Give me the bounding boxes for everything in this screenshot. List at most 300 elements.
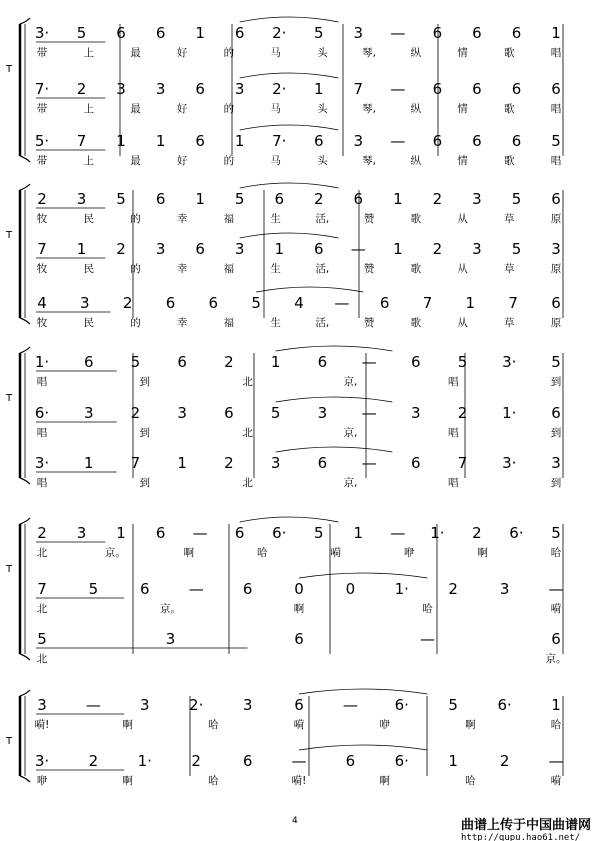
jianpu-note: 3 (165, 630, 176, 648)
watermark-url: http://qupu.hao61.net/ (460, 833, 581, 841)
jianpu-note: 6· (394, 696, 409, 714)
jianpu-note: 1· (502, 404, 517, 422)
jianpu-note: 6 (242, 752, 253, 770)
lyric-syllable: 嗬! (291, 775, 307, 787)
jianpu-note: 1· (137, 752, 152, 770)
lyric-syllable: 情 (457, 103, 468, 115)
bracket-curl-bottom (20, 318, 30, 324)
sustain-dash: — (291, 752, 307, 770)
lyric-syllable: 生 (270, 263, 281, 275)
sustain-dash: — (192, 524, 208, 542)
lyric-syllable: 从 (457, 213, 468, 225)
jianpu-note: 1 (353, 524, 364, 542)
lyric-syllable: 歌 (410, 213, 422, 225)
jianpu-note: 1 (274, 240, 285, 258)
lyric-syllable: 京。 (160, 603, 181, 615)
jianpu-note: 3 (76, 190, 87, 208)
jianpu-note: 3· (502, 454, 517, 472)
jianpu-note: 6 (411, 353, 421, 371)
lyric-syllable: 唱 (447, 376, 459, 388)
lyric-syllable: 的 (223, 155, 235, 167)
jianpu-note: 6 (511, 80, 522, 98)
slur-arc (240, 73, 339, 78)
lyric-syllable: 头 (317, 47, 328, 59)
lyric-syllable: 最 (130, 103, 141, 115)
lyric-syllable: 上 (83, 155, 94, 167)
lyric-syllable: 马 (270, 103, 281, 115)
lyric-syllable: 上 (83, 103, 94, 115)
jianpu-note: 6 (317, 454, 328, 472)
jianpu-note: 3· (34, 752, 50, 770)
score-system (5, 17, 563, 167)
sustain-dash: — (548, 752, 564, 770)
page-number: 4 (292, 816, 298, 826)
jianpu-note: 5 (37, 630, 47, 648)
jianpu-note: 1 (155, 132, 166, 150)
lyric-syllable: 嗬 (330, 547, 341, 559)
lyric-syllable: 纵 (410, 155, 422, 167)
lyric-syllable: 的 (130, 263, 141, 275)
lyric-syllable: 唱 (36, 427, 48, 439)
score-system (5, 346, 563, 489)
lyric-syllable: 到 (550, 376, 562, 388)
lyric-syllable: 的 (223, 47, 235, 59)
jianpu-note: 3 (317, 404, 328, 422)
jianpu-note: 1 (393, 240, 403, 258)
lyric-syllable: 歌 (410, 263, 422, 275)
jianpu-note: 5· (34, 132, 50, 150)
slur-arc (240, 17, 339, 22)
bracket-curl-top (20, 18, 30, 24)
bracket-curl-bottom (20, 478, 30, 484)
jianpu-note: 5 (130, 353, 141, 371)
jianpu-note: 1 (195, 190, 205, 208)
jianpu-note: 6 (195, 132, 205, 150)
voice-label-tenor: T (6, 393, 13, 404)
jianpu-note: 5 (457, 353, 468, 371)
slur-arc (299, 745, 428, 750)
lyric-syllable: 琴, (362, 103, 377, 115)
lyric-syllable: 牧 (36, 213, 48, 225)
lyric-syllable: 活, (315, 213, 330, 225)
lyric-syllable: 纵 (410, 103, 422, 115)
sustain-dash: — (420, 630, 435, 648)
jianpu-note: 6 (379, 294, 390, 312)
jianpu-note: 1 (551, 24, 561, 42)
sustain-dash: — (390, 132, 406, 150)
jianpu-note: 5 (313, 524, 324, 542)
lyric-syllable: 京。 (545, 653, 567, 665)
jianpu-note: 6 (551, 630, 561, 648)
jianpu-note: 3 (37, 696, 47, 714)
jianpu-note: 1 (76, 240, 87, 258)
jianpu-note: 1 (313, 80, 324, 98)
jianpu-note: 3 (155, 240, 166, 258)
lyric-syllable: 到 (139, 427, 151, 439)
voice-label-tenor: T (6, 736, 13, 747)
jianpu-note: 6 (208, 294, 219, 312)
lyric-syllable: 福 (223, 317, 235, 329)
voice-label-tenor: T (6, 230, 13, 241)
jianpu-note: 3 (76, 524, 87, 542)
lyric-syllable: 情 (457, 155, 468, 167)
slur-arc (299, 689, 428, 694)
sustain-dash: — (361, 404, 377, 422)
lyric-syllable: 从 (457, 317, 468, 329)
jianpu-note: 3 (177, 404, 187, 422)
lyric-syllable: 京, (343, 477, 358, 489)
slur-arc (240, 517, 339, 522)
jianpu-note: 6 (195, 80, 205, 98)
jianpu-note: 6 (472, 132, 482, 150)
jianpu-note: 6 (411, 454, 421, 472)
lyric-syllable: 嗬 (550, 603, 562, 615)
lyric-syllable: 马 (270, 155, 281, 167)
jianpu-note: 1· (394, 580, 409, 598)
lyric-syllable: 牧 (36, 317, 48, 329)
voice-label-tenor: T (6, 64, 13, 75)
lyric-syllable: 北 (36, 653, 48, 665)
lyric-syllable: 咿 (36, 775, 48, 787)
jianpu-note: 3 (551, 240, 561, 258)
jianpu-note: 6 (551, 294, 561, 312)
lyric-syllable: 哈 (208, 775, 219, 787)
lyric-syllable: 赞 (363, 263, 375, 275)
jianpu-note: 6 (155, 24, 166, 42)
lyric-syllable: 头 (317, 155, 328, 167)
jianpu-note: 2 (499, 752, 510, 770)
jianpu-note: 6 (177, 353, 187, 371)
jianpu-note: 6 (511, 24, 522, 42)
lyric-syllable: 唱 (447, 427, 459, 439)
jianpu-note: 2· (272, 80, 287, 98)
jianpu-note: 3 (472, 240, 482, 258)
slur-arc (276, 346, 393, 351)
lyric-syllable: 咿 (379, 719, 390, 731)
jianpu-note: 1 (234, 132, 245, 150)
jianpu-note: 6 (551, 404, 561, 422)
lyric-syllable: 带 (36, 47, 48, 59)
jianpu-note: 5 (313, 24, 324, 42)
lyric-syllable: 歌 (504, 155, 515, 167)
lyric-syllable: 歌 (504, 47, 515, 59)
bracket-curl-top (20, 347, 30, 353)
jianpu-note: 3 (499, 580, 510, 598)
jianpu-note: 1 (551, 696, 561, 714)
lyric-syllable: 民 (83, 213, 94, 225)
lyric-syllable: 歌 (410, 317, 422, 329)
lyric-syllable: 北 (36, 603, 48, 615)
jianpu-note: 6 (294, 630, 304, 648)
jianpu-note: 3 (140, 696, 150, 714)
lyric-syllable: 咿 (403, 547, 415, 559)
jianpu-note: 1 (83, 454, 94, 472)
jianpu-note: 1 (177, 454, 187, 472)
lyric-syllable: 原 (550, 263, 562, 275)
jianpu-note: 5 (116, 190, 126, 208)
jianpu-note: 7· (34, 80, 50, 98)
watermark-title: 曲谱上传于中国曲谱网 (460, 818, 591, 833)
jianpu-note: 2 (472, 524, 482, 542)
jianpu-note: 3 (83, 404, 94, 422)
sustain-dash: — (361, 454, 377, 472)
jianpu-note: 2 (37, 524, 47, 542)
lyric-syllable: 生 (270, 213, 281, 225)
jianpu-note: 6 (511, 132, 522, 150)
lyric-syllable: 哈 (208, 719, 219, 731)
slur-arc (240, 183, 339, 188)
lyric-syllable: 哈 (465, 775, 476, 787)
lyric-syllable: 原 (550, 317, 562, 329)
lyric-syllable: 的 (223, 103, 235, 115)
lyric-syllable: 纵 (410, 47, 422, 59)
jianpu-note: 6 (83, 353, 94, 371)
jianpu-note: 5 (270, 404, 281, 422)
jianpu-note: 6 (432, 80, 443, 98)
jianpu-note: 2 (116, 240, 126, 258)
lyric-syllable: 唱 (447, 477, 459, 489)
jianpu-note: 4 (294, 294, 304, 312)
lyric-syllable: 最 (130, 155, 141, 167)
sustain-dash: — (350, 240, 366, 258)
jianpu-note: 7 (37, 580, 47, 598)
bracket-curl-bottom (20, 776, 30, 782)
bracket-curl-top (20, 184, 30, 190)
lyric-syllable: 啊 (293, 603, 305, 615)
jianpu-note: 6 (472, 80, 482, 98)
jianpu-note: 5 (448, 696, 458, 714)
jianpu-note: 3 (411, 404, 421, 422)
jianpu-note: 3· (34, 454, 50, 472)
jianpu-note: 3 (270, 454, 281, 472)
bracket-curl-top (20, 690, 30, 696)
lyric-syllable: 哈 (422, 603, 433, 615)
jianpu-note: 1 (116, 132, 126, 150)
jianpu-note: 6 (353, 190, 364, 208)
score-system (5, 689, 564, 787)
slur-arc (276, 397, 393, 402)
jianpu-note: 5 (551, 132, 561, 150)
jianpu-note: 2 (432, 240, 443, 258)
lyric-syllable: 福 (223, 263, 235, 275)
jianpu-note: 6 (317, 353, 328, 371)
jianpu-note: 5 (511, 240, 522, 258)
lyric-syllable: 唱 (550, 155, 562, 167)
jianpu-note: 3· (34, 24, 50, 42)
jianpu-note: 7 (457, 454, 468, 472)
sustain-dash: — (548, 580, 564, 598)
lyric-syllable: 啊 (183, 547, 195, 559)
jianpu-note: 6 (345, 752, 356, 770)
jianpu-note: 2 (130, 404, 141, 422)
jianpu-note: 6 (313, 132, 324, 150)
jianpu-note: 6 (140, 580, 150, 598)
bracket-curl-bottom (20, 156, 30, 162)
jianpu-note: 5 (76, 24, 87, 42)
lyric-syllable: 带 (36, 155, 48, 167)
jianpu-note: 7 (130, 454, 141, 472)
watermark (461, 814, 591, 841)
lyric-syllable: 原 (550, 213, 562, 225)
lyric-syllable: 赞 (363, 317, 375, 329)
lyric-syllable: 到 (139, 477, 151, 489)
slur-arc (299, 573, 428, 578)
jianpu-note: 1 (195, 24, 205, 42)
lyric-syllable: 幸 (176, 317, 188, 329)
jianpu-note: 6 (155, 190, 166, 208)
lyric-syllable: 嗬! (34, 719, 50, 731)
lyric-syllable: 活, (315, 317, 330, 329)
jianpu-note: 6 (432, 24, 443, 42)
lyric-syllable: 幸 (176, 213, 188, 225)
jianpu-note: 5 (234, 190, 245, 208)
jianpu-note: 6 (472, 24, 482, 42)
jianpu-note: 6· (394, 752, 409, 770)
jianpu-note: 2 (76, 80, 87, 98)
jianpu-note: 6 (165, 294, 176, 312)
jianpu-note: 6 (313, 240, 324, 258)
jianpu-note: 3 (80, 294, 90, 312)
jianpu-note: 6 (551, 190, 561, 208)
lyric-syllable: 幸 (176, 263, 188, 275)
score-system (5, 183, 563, 329)
lyric-syllable: 马 (270, 47, 281, 59)
lyric-syllable: 到 (139, 376, 151, 388)
lyric-syllable: 民 (83, 317, 94, 329)
jianpu-note: 2 (88, 752, 99, 770)
jianpu-note: 6 (234, 24, 245, 42)
lyric-syllable: 琴, (362, 47, 377, 59)
lyric-syllable: 啊 (465, 719, 476, 731)
jianpu-note: 3 (551, 454, 561, 472)
lyric-syllable: 到 (550, 427, 562, 439)
jianpu-note: 7 (37, 240, 47, 258)
lyric-syllable: 活, (315, 263, 330, 275)
lyric-syllable: 头 (317, 103, 328, 115)
lyric-syllable: 哈 (550, 719, 562, 731)
jianpu-note: 6· (272, 524, 287, 542)
jianpu-note: 6 (116, 24, 126, 42)
sustain-dash: — (390, 524, 406, 542)
slur-arc (240, 125, 339, 130)
sustain-dash: — (188, 580, 204, 598)
jianpu-note: 1 (448, 752, 458, 770)
lyric-syllable: 到 (550, 477, 562, 489)
lyric-syllable: 唱 (550, 103, 562, 115)
lyric-syllable: 哈 (257, 547, 268, 559)
jianpu-note: 2 (448, 580, 458, 598)
jianpu-note: 6 (224, 404, 234, 422)
jianpu-note: 6 (155, 524, 166, 542)
jianpu-note: 6 (274, 190, 285, 208)
lyric-syllable: 草 (504, 317, 515, 329)
jianpu-note: 6· (34, 404, 50, 422)
jianpu-note: 6 (294, 696, 304, 714)
slur-arc (240, 233, 339, 238)
jianpu-note: 2 (224, 353, 234, 371)
jianpu-note: 7 (508, 294, 518, 312)
jianpu-note: 2 (224, 454, 234, 472)
jianpu-note: 2 (313, 190, 324, 208)
jianpu-note: 2 (457, 404, 468, 422)
jianpu-note: 1 (465, 294, 476, 312)
lyric-syllable: 嗬 (550, 775, 562, 787)
lyric-syllable: 福 (223, 213, 235, 225)
jianpu-note: 7 (76, 132, 87, 150)
lyric-syllable: 草 (504, 263, 515, 275)
slur-arc (276, 447, 393, 452)
lyric-syllable: 琴, (362, 155, 377, 167)
jianpu-note: 2 (191, 752, 201, 770)
lyric-syllable: 唱 (550, 47, 562, 59)
lyric-syllable: 京, (343, 376, 358, 388)
lyric-syllable: 带 (36, 103, 48, 115)
jianpu-note: 5 (88, 580, 99, 598)
jianpu-note: 3 (353, 132, 364, 150)
jianpu-note: 5 (551, 524, 561, 542)
sustain-dash: — (334, 294, 350, 312)
jianpu-note: 2 (37, 190, 47, 208)
jianpu-note: 6· (509, 524, 524, 542)
sustain-dash: — (390, 24, 406, 42)
lyric-syllable: 好 (176, 155, 188, 167)
voice-label-tenor: T (6, 564, 13, 575)
jianpu-note: 6 (551, 80, 561, 98)
sustain-dash: — (361, 353, 377, 371)
lyric-syllable: 上 (83, 47, 94, 59)
jianpu-note: 5 (551, 353, 561, 371)
jianpu-note: 0 (345, 580, 356, 598)
lyric-syllable: 啊 (122, 719, 133, 731)
lyric-syllable: 唱 (36, 477, 48, 489)
lyric-syllable: 北 (242, 477, 253, 489)
lyric-syllable: 啊 (379, 775, 390, 787)
lyric-syllable: 北 (36, 547, 48, 559)
jianpu-note: 7· (272, 132, 287, 150)
lyric-syllable: 民 (83, 263, 94, 275)
jianpu-note: 5 (251, 294, 261, 312)
jianpu-note: 6 (432, 132, 443, 150)
jianpu-note: 2 (122, 294, 133, 312)
jianpu-note: 6 (195, 240, 205, 258)
lyric-syllable: 北 (242, 427, 253, 439)
lyric-syllable: 赞 (363, 213, 375, 225)
sustain-dash: — (85, 696, 101, 714)
jianpu-note: 2· (189, 696, 204, 714)
bracket-curl-top (20, 518, 30, 524)
jianpu-note: 3 (116, 80, 126, 98)
lyric-syllable: 最 (130, 47, 141, 59)
lyric-syllable: 京。 (104, 547, 126, 559)
lyric-syllable: 的 (130, 317, 141, 329)
lyric-syllable: 草 (504, 213, 515, 225)
jianpu-note: 0 (294, 580, 304, 598)
lyric-syllable: 嗬 (293, 719, 305, 731)
jianpu-note: 6· (497, 696, 512, 714)
jianpu-note: 2 (432, 190, 443, 208)
jianpu-note: 6 (234, 524, 245, 542)
slur-arc (256, 287, 363, 292)
lyric-syllable: 唱 (36, 376, 48, 388)
lyric-syllable: 牧 (36, 263, 48, 275)
lyric-syllable: 好 (176, 47, 188, 59)
jianpu-note: 1· (430, 524, 445, 542)
jianpu-note: 1 (393, 190, 403, 208)
lyric-syllable: 好 (176, 103, 188, 115)
jianpu-note: 1 (116, 524, 126, 542)
score-system (5, 517, 595, 665)
jianpu-note: 2· (272, 24, 287, 42)
